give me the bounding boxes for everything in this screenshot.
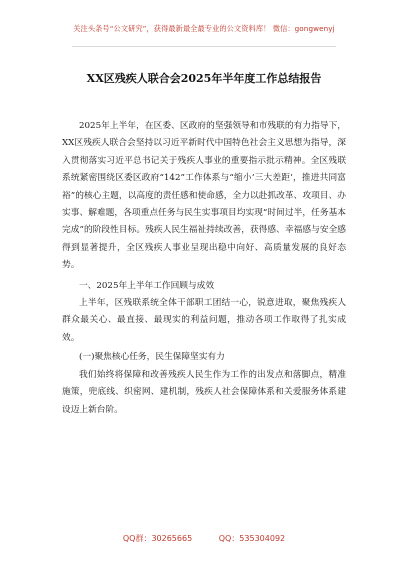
header-banner: 关注头条号“公文研究”，获得最新最全最专业的公文资料库！ 微信：gongwenyj — [73, 24, 335, 33]
footer-qq-group: QQ群：30265665 — [122, 534, 193, 543]
subsection-heading: (一)聚焦核心任务，民生保障坚实有力 — [79, 352, 225, 363]
footer-qq-number: QQ：535304092 — [218, 534, 286, 543]
subsection-paragraph: 我们始终将保障和改善残疾人民生作为工作的出发点和落脚点，精准施策，兜底线、织密网、建机制，残疾人社会保障体系和关爱服务体系建设迈上新台阶。 — [62, 369, 346, 415]
header-divider — [72, 46, 336, 47]
footer-contact — [0, 533, 408, 544]
section-heading: 一、2025年上半年工作回顾与成效 — [79, 280, 215, 291]
intro-paragraph: 2025年上半年，在区委、区政府的坚强领导和市残联的有力指导下，XX区残疾人联合会坚持以习近平新时代中国特色社会主义思想为指导，深入贯彻落实习近平总书记关于残疾人事业的重要指示批示精神。全区残联系统紧密围绕区委区政府“142”工作体系与“缩小‘三大差距’，推进共同富裕”的核心主题，以高度的责任感和使命感，全力以赴抓改革、攻项目、办实事、解难题，各项重点任务与民生实事项目均实现“时间过半，任务基本完成”的阶段性目标。残疾人民生福祉持续改善，获得感、幸福感与安全感得到显著提升，全区残疾人事业呈现出稳中向好、高质量发展的良好态势。 — [62, 121, 346, 271]
document-title: XX区残疾人联合会2025年半年度工作总结报告 — [86, 72, 322, 85]
document-body — [62, 118, 346, 419]
section-paragraph: 上半年，区残联系统全体干部职工团结一心，锐意进取，聚焦残疾人群众最关心、最直接、最现实的利益问题，推动各项工作取得了扎实成效。 — [62, 298, 346, 343]
